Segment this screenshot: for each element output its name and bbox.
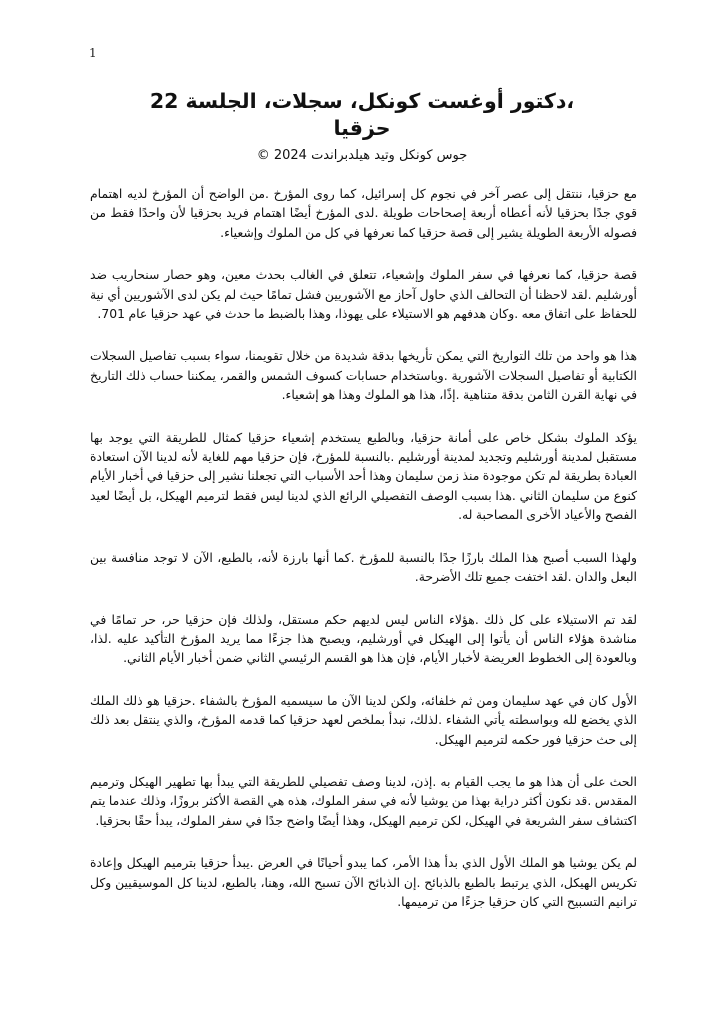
paragraph: لم يكن يوشيا هو الملك الأول الذي بدأ هذا الأمر، كما يبدو أحيانًا في العرض .يبدأ حزقيا بترميم الهيكل وإعادة تكريس الهيكل، الذي يرتبط بالطبع بالذبائح .إن الذبائح الآن تسبح الله، وهنا، بالطبع، لدينا كل الموسيقيين وكل ترانيم التسبيح التي كان حزقيا جزءًا من ترميمها. (90, 855, 637, 909)
paragraph: قصة حزقيا، كما نعرفها في سفر الملوك وإشعياء، تتعلق في الغالب بحدث معين، وهو حصار سنحاريب ضد أورشليم .لقد لاحظنا أن التحالف الذي حاول آحاز مع الآشوريين فشل تمامًا حيث لم يكن لدى الآشوريين أي نية للحفاظ على اتفاق معه .وكان هدفهم هو الاستيلاء على يهوذا، وهذا بالضبط ما حدث في عهد حزقيا عام 701. (90, 267, 637, 322)
copyright-line: جوس كونكل وتيد هيلدبراندت 2024 © (256, 148, 468, 163)
document-header (72, 88, 652, 165)
document-body (90, 184, 637, 934)
paragraph: يؤكد الملوك بشكل خاص على أمانة حزقيا، وبالطبع يستخدم إشعياء حزقيا كمثال للطريقة التي يوجد بها مستقبل لمدينة أورشليم وتجديد لمدينة أورشليم .بالنسبة للمؤرخ، فإن حزقيا مهم للغاية لأنه لدينا الآن استعادة العبادة بطريقة لم تكن موجودة منذ زمن سليمان وهذا أحد الأسباب التي تجعلنا نشير إلى حزقيا في أخبار الأيام كنوع من سليمان الثاني .هذا بسبب الوصف التفصيلي الرائع الذي لدينا ليس فقط لترميم الهيكل، بل أيضًا لعيد الفصح والأعياد الأخرى المصاحبة له. (90, 429, 637, 523)
document-subtitle: حزقيا (333, 116, 391, 140)
paragraph: لقد تم الاستيلاء على كل ذلك .هؤلاء الناس ليس لديهم حكم مستقل، ولذلك فإن حزقيا حر، حر تمامًا في مناشدة هؤلاء الناس أن يأتوا إلى الهيكل في أورشليم، ويصبح هذا جزءًا مما يريد المؤرخ التأكيد عليه .لذا، وبالعودة إلى الخطوط العريضة لأخبار الأيام، فإن هذا هو القسم الرئيسي الثاني ضمن أخبار الأيام الثاني. (90, 611, 637, 666)
paragraph: هذا هو واحد من تلك التواريخ التي يمكن تأريخها بدقة شديدة من خلال تقويمنا، سواء بسبب تفاصيل السجلات الكتابية أو تفاصيل السجلات الآشورية .وباستخدام حسابات كسوف الشمس والقمر، يمكننا حساب ذلك التاريخ في نهاية القرن الثامن بدقة متناهية .إذًا، هذا هو الملوك وهذا هو إشعياء. (90, 348, 637, 403)
paragraph: الأول كان في عهد سليمان ومن ثم خلفائه، ولكن لدينا الآن ما سيسميه المؤرخ بالشفاء .حزقيا هو ذلك الملك الذي يخضع لله وبواسطته يأتي الشفاء .لذلك، نبدأ بملخص لعهد حزقيا كما قدمه المؤرخ، والذي ينتقل بعد ذلك إلى حث حزقيا فور حكمه لترميم الهيكل. (90, 692, 637, 747)
paragraph: ولهذا السبب أصبح هذا الملك بارزًا جدًا بالنسبة للمؤرخ .كما أنها بارزة لأنه، بالطبع، الآن لا توجد منافسة بين البعل والدان .لقد اختفت جميع تلك الأضرحة. (90, 549, 637, 585)
paragraph: مع حزقيا، ننتقل إلى عصر آخر في نجوم كل إسرائيل، كما روى المؤرخ .من الواضح أن المؤرخ لديه اهتمام قوي جدًا بحزقيا لأنه أعطاه أربعة إصحاحات طويلة .لدى المؤرخ أيضًا اهتمام فريد بحزقيا لأن واحدًا فقط من فصوله الأربعة الطويلة يشير إلى قصة حزقيا كما نعرفها في كل من الملوك وإشعياء. (90, 186, 637, 240)
document-title: ،دكتور أوغست كونكل، سجلات، الجلسة 22 (149, 89, 575, 113)
paragraph: الحث على أن هذا هو ما يجب القيام به .إذن، لدينا وصف تفصيلي للطريقة التي يبدأ بها تطهير الهيكل وترميم المقدس .قد نكون أكثر دراية بهذا من يوشيا لأنه في سفر الملوك، هذه هي القصة الأكثر بروزًا، وذلك عندما يتم اكتشاف سفر الشريعة في الهيكل، لكن ترميم الهيكل، وهذا أيضًا واضح جدًا في سفر الملوك، يبدأ حقًا بحزقيا. (90, 773, 637, 828)
page-number: 1 (89, 46, 97, 60)
